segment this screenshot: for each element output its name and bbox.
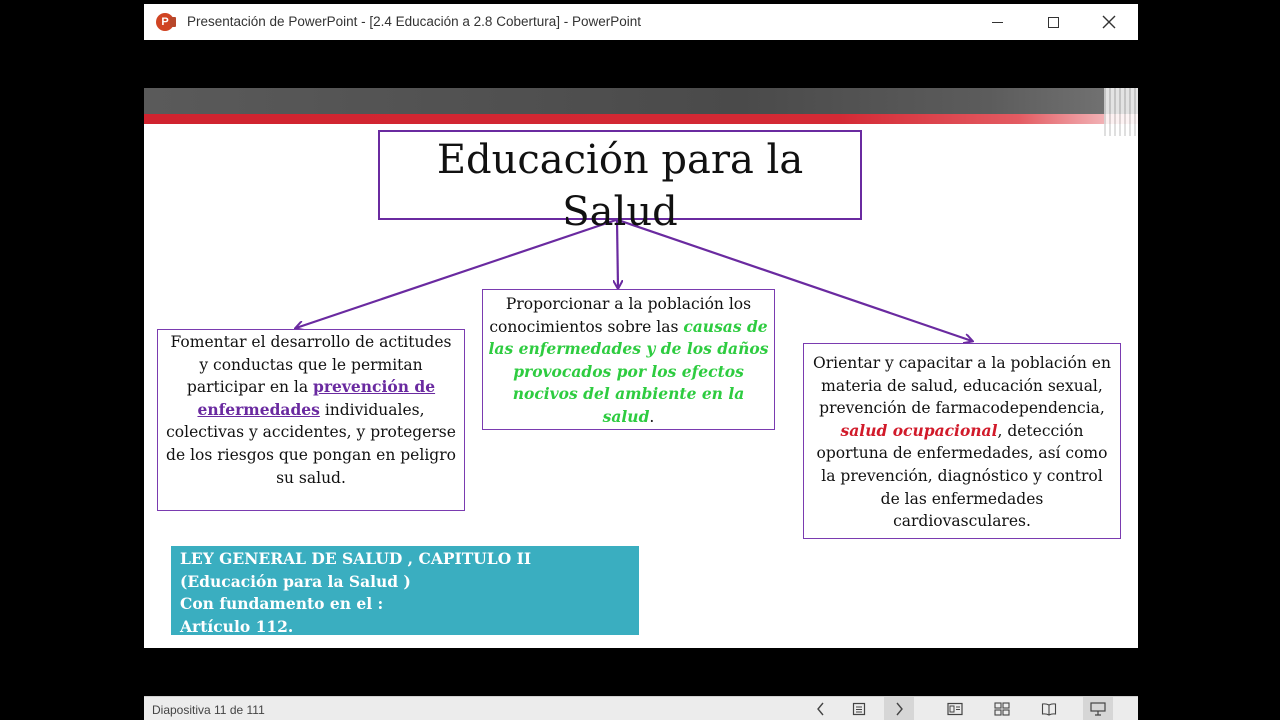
chevron-left-icon bbox=[816, 702, 826, 716]
slideshow-button[interactable] bbox=[1083, 697, 1113, 720]
close-button[interactable] bbox=[1086, 4, 1132, 40]
left-box-highlight: prevención de enfermedades bbox=[197, 377, 436, 419]
window-title: Presentación de PowerPoint - [2.4 Educación a 2.8 Cobertura] - PowerPoint bbox=[187, 14, 642, 29]
chevron-right-icon bbox=[894, 702, 904, 716]
normal-view-button[interactable] bbox=[940, 697, 970, 720]
left-box-text-end: individuales, colectivas y accidentes, y protegerse de los riesgos que pongan en peligro su salud. bbox=[166, 400, 456, 487]
powerpoint-window bbox=[144, 4, 1138, 720]
title-bar[interactable] bbox=[144, 4, 1138, 40]
middle-box-highlight: causas de las enfermedades y de los daños provocados por los efectos nocivos del ambiente en la salud bbox=[488, 316, 769, 426]
slideshow-icon bbox=[1090, 701, 1106, 717]
slide-canvas[interactable] bbox=[144, 88, 1138, 648]
reading-view-icon bbox=[1041, 702, 1057, 716]
slide-counter: Diapositiva 11 de 111 bbox=[152, 703, 265, 717]
right-box-highlight: salud ocupacional bbox=[840, 420, 998, 440]
maximize-button[interactable] bbox=[1030, 4, 1076, 40]
middle-text-box bbox=[482, 289, 775, 430]
maximize-icon bbox=[1048, 17, 1059, 28]
left-box-text: Fomentar el desarrollo de actitudes y conductas que le permitan participar en la bbox=[170, 333, 452, 397]
right-box-text: Orientar y capacitar a la población en materia de salud, educación sexual, prevención de farmacodependencia, bbox=[813, 354, 1111, 418]
middle-box-text: Proporcionar a la población los conocimientos sobre las bbox=[489, 295, 752, 336]
right-box-text-end: , detección oportuna de enfermedades, así como la prevención, diagnóstico y control de las enfermedades cardiovasculares. bbox=[816, 421, 1108, 531]
slide-sorter-icon bbox=[994, 702, 1010, 716]
right-text-box bbox=[803, 343, 1121, 539]
notes-button[interactable] bbox=[844, 697, 874, 720]
powerpoint-logo-icon: P bbox=[156, 13, 174, 31]
normal-view-icon bbox=[947, 702, 963, 716]
ley-line4: Artículo 112. bbox=[180, 616, 294, 636]
minimize-button[interactable] bbox=[974, 4, 1020, 40]
slide-title-line1: Educación para la bbox=[436, 137, 804, 183]
reading-view-button[interactable] bbox=[1034, 697, 1064, 720]
ley-line1: LEY GENERAL DE SALUD , CAPITULO II bbox=[180, 549, 532, 568]
slide-title bbox=[378, 130, 862, 235]
ley-line2: (Educación para la Salud ) bbox=[180, 571, 411, 591]
next-slide-button[interactable] bbox=[884, 697, 914, 720]
middle-box-text-end: . bbox=[649, 407, 655, 426]
status-bar bbox=[144, 696, 1138, 720]
slide-sorter-button[interactable] bbox=[987, 697, 1017, 720]
ley-line3: Con fundamento en el : bbox=[180, 594, 384, 614]
ley-general-box bbox=[171, 546, 639, 635]
minimize-icon bbox=[992, 22, 1003, 23]
previous-slide-button[interactable] bbox=[806, 697, 836, 720]
left-text-box bbox=[157, 329, 465, 511]
close-icon bbox=[1102, 15, 1116, 29]
notes-icon bbox=[852, 702, 866, 716]
slide-title-line2: Salud bbox=[562, 189, 678, 235]
